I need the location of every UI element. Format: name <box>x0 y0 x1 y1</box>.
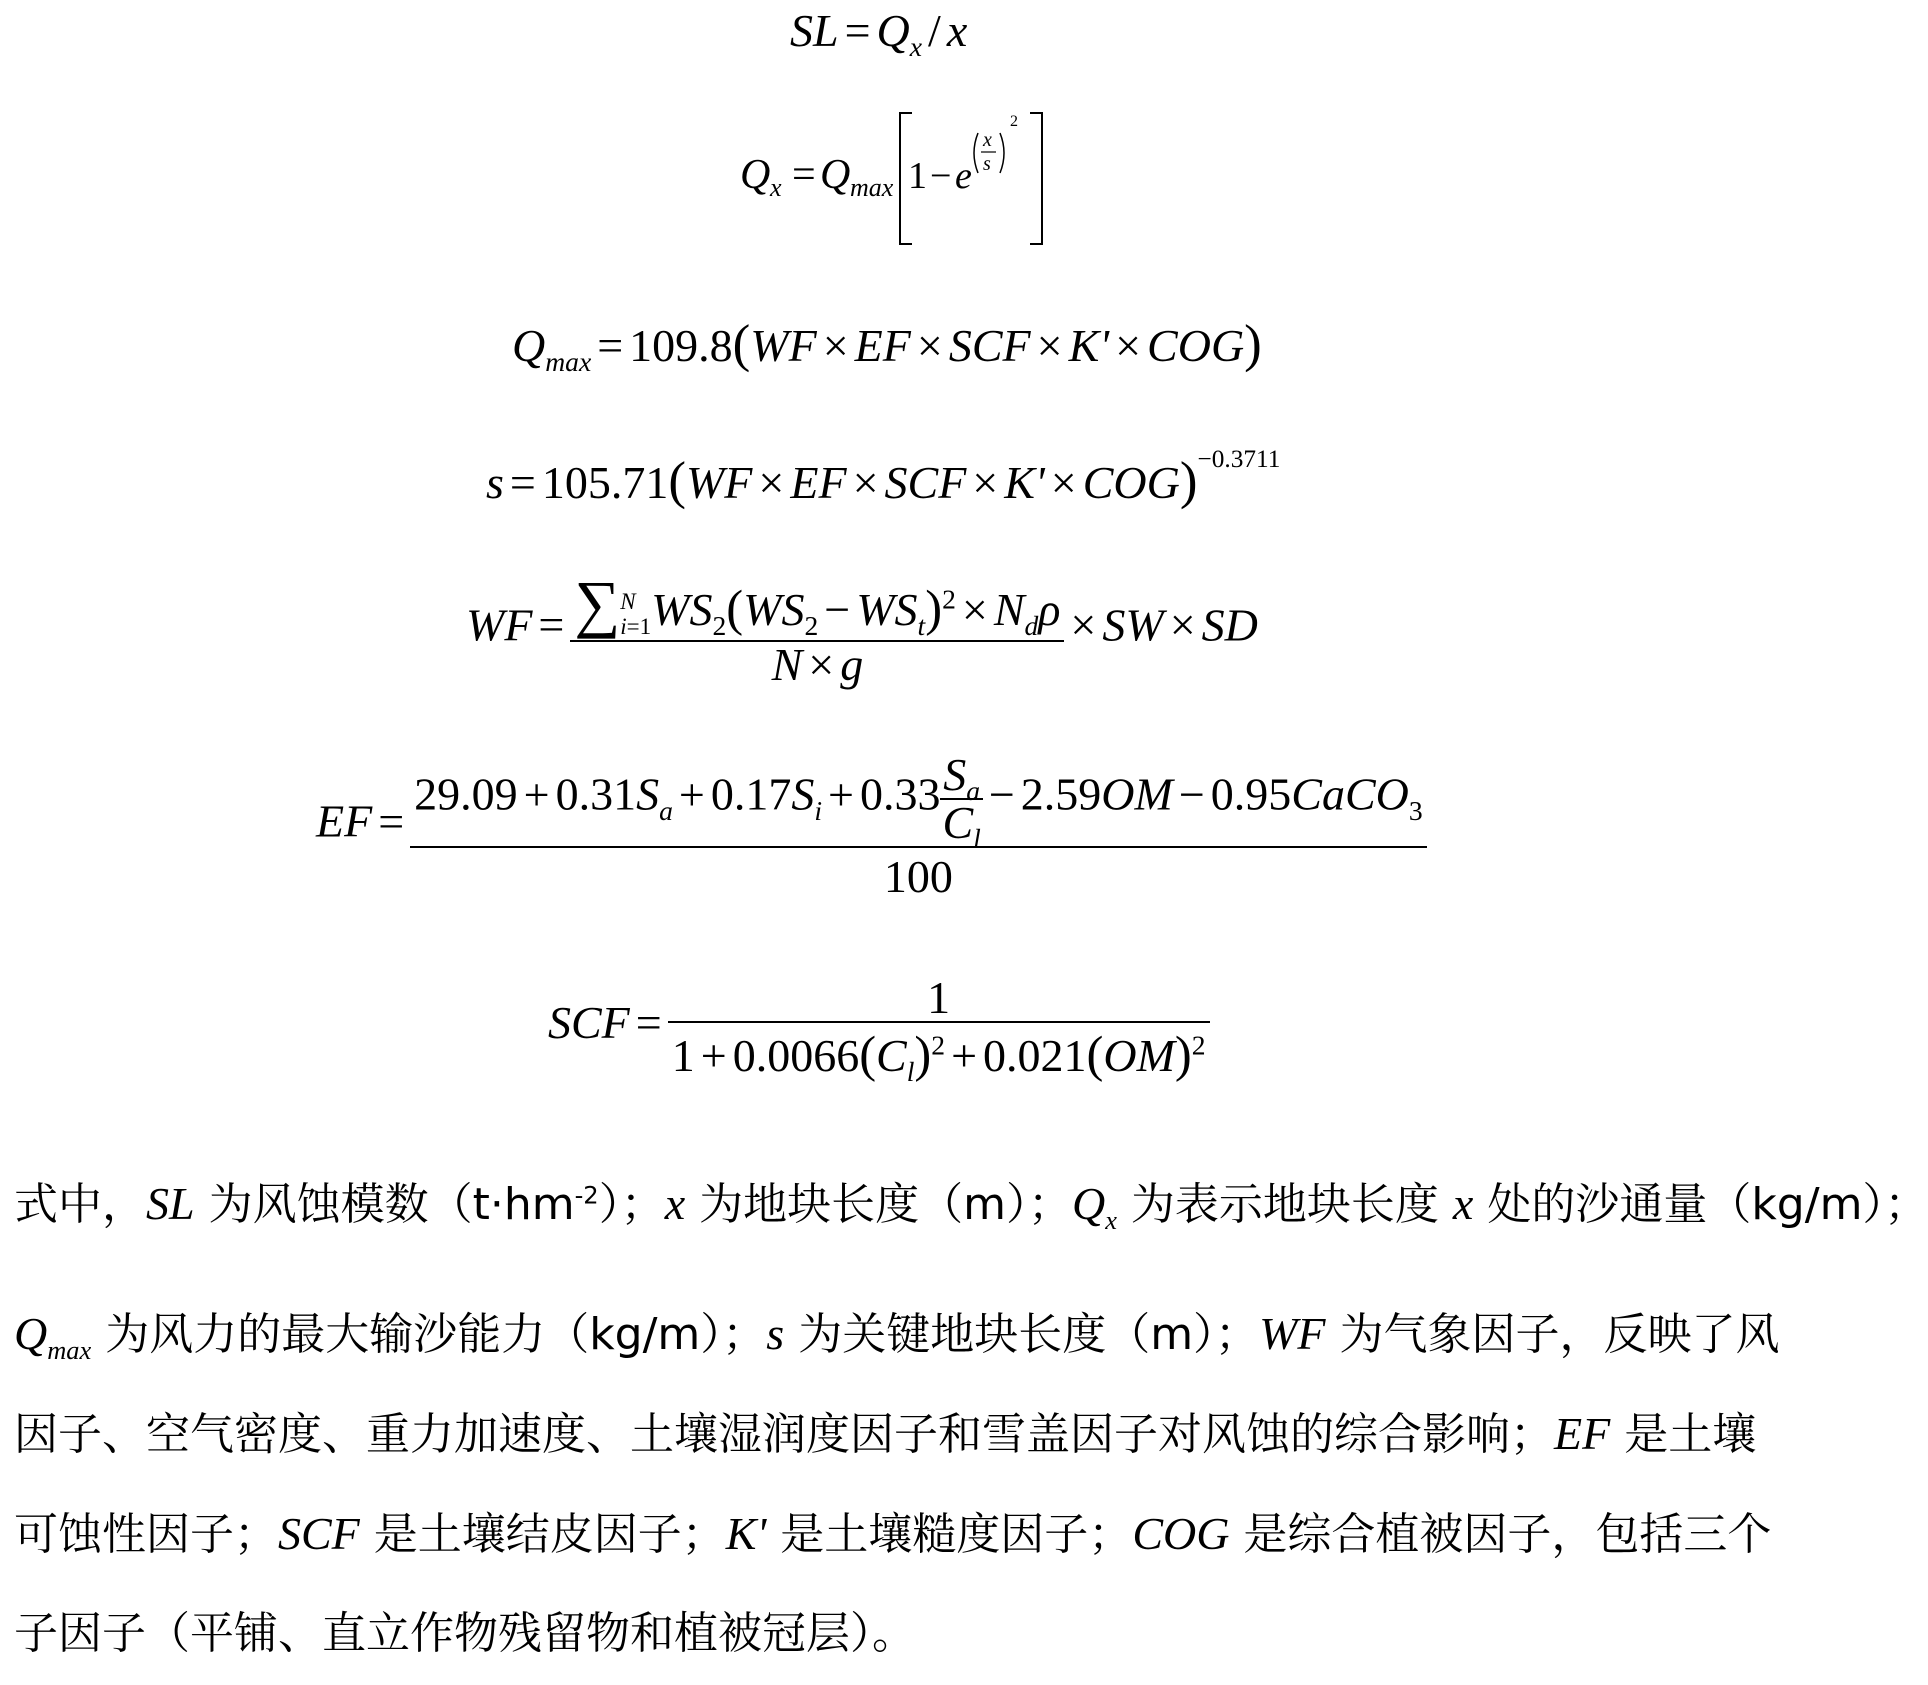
symbol-s: s <box>766 1308 785 1359</box>
equation-qmax: $Q_{max} = 109.8(WF$ × EF × SCF × K' × COG) <box>512 315 1262 378</box>
symbol-k: K' <box>725 1508 767 1559</box>
svg-text:Q: Q <box>740 152 771 198</box>
symbol-cog: COG <box>1132 1508 1230 1559</box>
symbol-wf: WF <box>1259 1308 1326 1359</box>
equation-sl: SL = $Q_x$ / x <box>790 5 968 63</box>
description-line-1: 式中，SL 为风蚀模数$(t\cdot hm^{-2})$；x 为地块长度（m）；$Q_x$ 为表示地块长度 x 处的沙通量（kg/m）； <box>14 1178 1928 1235</box>
svg-text:−: − <box>930 155 952 197</box>
ef-fraction: $29.09 + 0.31S_a + 0.17S_i + 0.33$ $\frac{S_a}{C_l}$ − 2.59OM − 0.95CaCO$_3$ 100 <box>410 752 1427 900</box>
svg-text:s: s <box>983 153 991 175</box>
equation-ef: EF = $29.09 + 0.31S_a + 0.17S_i + 0.33$ $\frac{S_a}{C_l}$ − 2.59OM − 0.95CaCO$_3$ 100 <box>316 752 1427 900</box>
description-line-5: 子因子（平铺、直立作物残留物和植被冠层）。 <box>14 1608 916 1659</box>
description-line-2: $Q_{max}$ 为风力的最大输沙能力（kg/m）；s 为关键地块长度（m）；WF 为气象因子，反映了风 <box>14 1308 1780 1365</box>
symbol-x: x <box>664 1178 686 1229</box>
equation-wf: WF = ∑N $i=1WS_2(WS_2 - WS_t)^2 \times N_d\rho$ N × g × SW × SD <box>466 568 1258 690</box>
equation-qx <box>740 108 1060 248</box>
symbol-sl: SL <box>146 1178 195 1229</box>
svg-text:x: x <box>770 173 782 202</box>
symbol-qx: Q <box>1071 1178 1106 1229</box>
wf-fraction: ∑N $i=1WS_2(WS_2 - WS_t)^2 \times N_d\rho$ N × g <box>570 572 1064 688</box>
symbol-qmax: Q <box>14 1308 48 1359</box>
description-line-4: 可蚀性因子；SCF 是土壤结皮因子；K' 是土壤糙度因子；COG 是综合植被因子，包括三个 <box>14 1508 1772 1560</box>
svg-text:max: max <box>850 173 894 202</box>
scf-fraction: $\frac{1}{1 + 0.0066(C_l)^2 + 0.021(OM)^2}$ <box>668 975 1210 1080</box>
svg-text:1: 1 <box>908 155 927 197</box>
svg-text:Q: Q <box>820 152 851 198</box>
equation-s: s = 105.71(WF × EF × SCF × K' × COG)$^{-0.3711}$ <box>486 444 1281 510</box>
svg-text:x: x <box>983 129 992 151</box>
svg-text:=: = <box>792 152 816 198</box>
description-line-3: 因子、空气密度、重力加速度、土壤湿润度因子和雪盖因子对风蚀的综合影响；EF 是土壤 <box>14 1408 1757 1460</box>
svg-text:2: 2 <box>1010 113 1018 130</box>
svg-text:e: e <box>955 155 972 197</box>
symbol-scf: SCF <box>278 1508 360 1559</box>
equation-scf: SCF = $\frac{1}{1 + 0.0066(C_l)^2 + 0.021(OM)^2}$ <box>548 975 1210 1080</box>
symbol-ef: EF <box>1554 1408 1611 1459</box>
